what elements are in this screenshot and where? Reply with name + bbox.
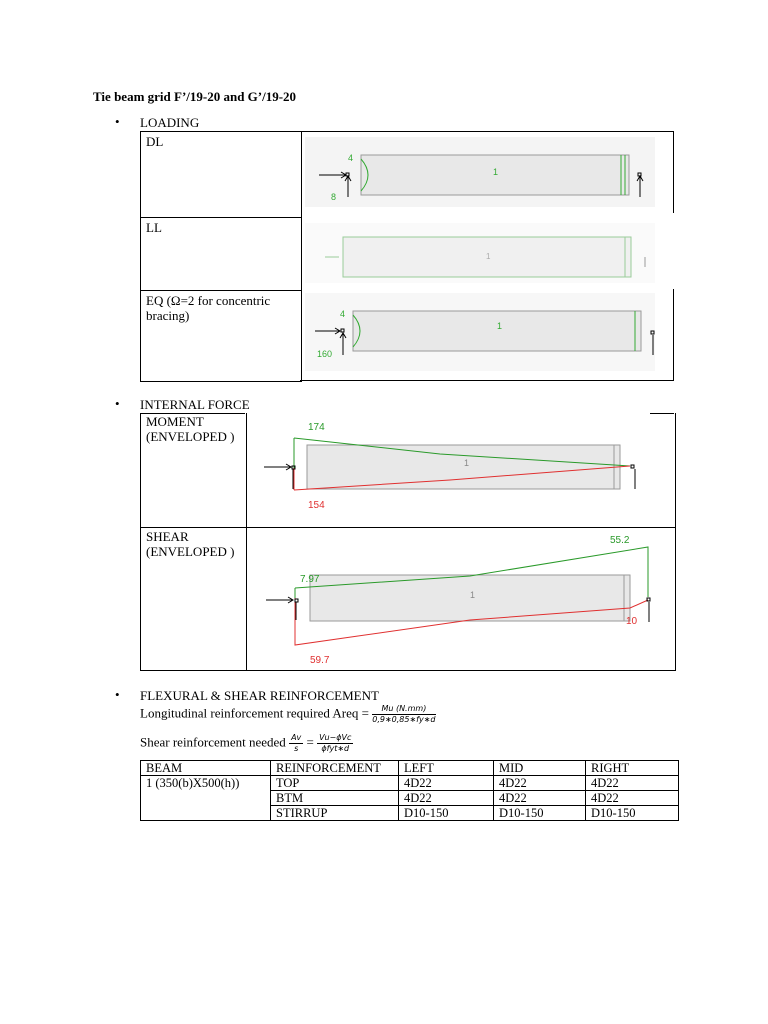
reinforcement-table: [140, 760, 679, 821]
shear-diagram: [250, 530, 670, 666]
dl-label-top: 4: [348, 153, 354, 163]
shear-formula: Shear reinforcement needed $\frac{Av}{s}$ = $\frac{\text{Vu−ϕVc}}{\text{ϕfyt∗d}}$: [140, 733, 352, 753]
shear-rhs-fraction: [317, 733, 353, 754]
eq-diagram: [305, 293, 655, 371]
ll-diagram: [305, 223, 655, 283]
shear-label: SHEAR (ENVELOPED ): [146, 529, 235, 559]
eq-beam: [353, 311, 641, 351]
shear-right-neg: 10: [626, 616, 638, 627]
header-right: RIGHT: [586, 761, 679, 776]
table-row: [141, 776, 679, 791]
internal-force-heading-text: INTERNAL FORCE: [140, 397, 250, 412]
moment-max-pos: 174: [308, 422, 325, 433]
eq-label-bottom: 160: [317, 349, 333, 359]
loading-heading: [115, 114, 200, 131]
beam-cell: 1 (350(b)X500(h)): [141, 776, 271, 821]
row-mid: D10-150: [494, 806, 586, 821]
header-beam: BEAM: [141, 761, 271, 776]
loading-dl-label: DL: [146, 134, 164, 149]
ll-label-mid: 1: [486, 252, 491, 261]
shear-left-pos: 7.97: [300, 574, 320, 585]
shear-right-pos: 55.2: [610, 535, 630, 546]
longitudinal-denominator: 0,9∗0,85∗fy∗d: [372, 715, 436, 724]
row-right: 4D22: [586, 791, 679, 806]
row-left: D10-150: [399, 806, 494, 821]
shear-beam-label: 1: [470, 590, 476, 600]
internal-force-heading: [115, 396, 250, 413]
header-mid: MID: [494, 761, 586, 776]
moment-beam-label: 1: [464, 458, 470, 468]
header-left: LEFT: [399, 761, 494, 776]
shear-lhs-denominator: s: [294, 744, 299, 753]
longitudinal-formula: [140, 704, 436, 725]
header-reinforcement: REINFORCEMENT: [271, 761, 399, 776]
row-mid: 4D22: [494, 776, 586, 791]
moment-max-neg: 154: [308, 500, 325, 511]
longitudinal-numerator: Mu (N.mm): [372, 704, 435, 715]
bullet-icon: •: [115, 114, 120, 129]
row-left: 4D22: [399, 776, 494, 791]
loading-top-border: [300, 131, 674, 132]
row-type: STIRRUP: [271, 806, 399, 821]
shear-rhs-denominator: ϕfyt∗d: [321, 744, 350, 753]
bullet-icon: •: [115, 687, 120, 702]
if-top-border-right: [650, 413, 674, 414]
row-right: D10-150: [586, 806, 679, 821]
shear-lhs-fraction: [289, 733, 303, 754]
moment-diagram: [250, 416, 650, 521]
shear-left-neg: 59.7: [310, 655, 330, 666]
eq-label-mid: 1: [497, 321, 503, 331]
dl-label-mid: 1: [493, 167, 499, 177]
bullet-icon: •: [115, 396, 120, 411]
longitudinal-fraction: [372, 704, 435, 725]
row-right: 4D22: [586, 776, 679, 791]
shear-lhs-numerator: Av: [291, 733, 302, 742]
page-title: Tie beam grid F’/19-20 and G’/19-20: [93, 89, 297, 104]
dl-diagram: [305, 137, 655, 207]
row-type: TOP: [271, 776, 399, 791]
loading-ll-label: LL: [146, 220, 162, 235]
dl-label-bottom: 8: [331, 192, 337, 202]
shear-formula-label: Shear reinforcement needed: [140, 734, 286, 750]
eq-label-top: 4: [340, 309, 346, 319]
loading-label-column: [140, 131, 302, 382]
reinforcement-heading-text: FLEXURAL & SHEAR REINFORCEMENT: [140, 688, 379, 703]
row-left: 4D22: [399, 791, 494, 806]
row-mid: 4D22: [494, 791, 586, 806]
table-header-row: [141, 761, 679, 776]
longitudinal-label: Longitudinal reinforcement required Areq =: [140, 705, 369, 721]
reinforcement-heading: [115, 687, 379, 704]
row-type: BTM: [271, 791, 399, 806]
loading-bottom-border: [300, 380, 674, 381]
loading-top-tick: [658, 131, 674, 132]
loading-right-border-2: [673, 289, 674, 380]
shear-rhs-numerator: Vu−ϕVc: [319, 733, 352, 742]
loading-eq-label: EQ (Ω=2 for concentric bracing): [146, 293, 271, 323]
loading-heading-text: LOADING: [140, 115, 200, 130]
if-top-border-left: [140, 413, 245, 414]
loading-right-border-1: [673, 131, 674, 213]
moment-label: MOMENT (ENVELOPED ): [146, 414, 235, 444]
